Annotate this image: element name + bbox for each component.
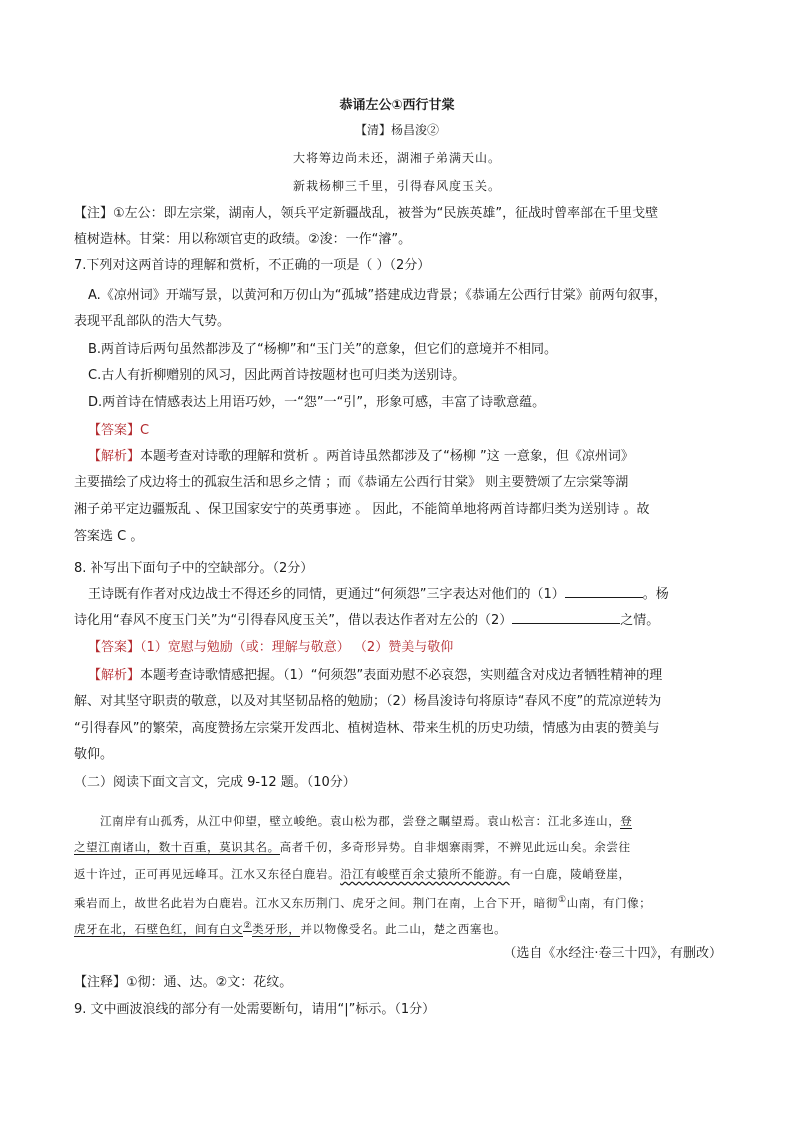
section-heading: （二）阅读下面文言文，完成 9-12 题。（10分） [74,775,356,790]
analysis-8-line-4: 敬仰。 [74,747,114,762]
analysis-text: 本题考查对诗歌的理解和赏析 。两首诗虽然都涉及了“杨柳 ”这 一意象，但《凉州词》 [140,449,634,464]
answer-value: C [140,423,150,438]
fill-blank-1[interactable] [565,583,643,598]
note-line-1: 【注】①左公：即左宗棠，湖南人，领兵平定新疆战乱，被誉为“民族英雄”，征战时曾率部在千里戈壁 [74,206,659,221]
option-d: D.两首诗在情感表达上用语巧妙，一“怨”一“引”，形象可感，丰富了诗歌意蕴。 [88,395,546,410]
fill-blank-2[interactable] [512,609,620,624]
q8-text-2: 诗化用“春风不度玉门关”为“引得春风度玉关”，借以表达作者对左公的（2） [74,613,513,628]
option-c: C.古人有折柳赠别的风习，因此两首诗按题材也可归类为送别诗。 [88,368,466,383]
source-citation: （选自《水经注·卷三十四》，有删改） [503,946,722,961]
classical-line-4 [74,887,726,916]
classical-line-5 [74,913,726,942]
poem-author: 【清】杨昌浚② [354,123,439,137]
option-a-line-2: 表现平乱部队的浩大气势。 [74,314,231,329]
option-a-line-1: A.《凉州词》开端写景，以黄河和万仞山为“孤城”搭建成边背景；《恭诵左公西行甘棠》前两句叙事， [88,288,667,303]
underlined-text: 之望江南诸山，数十百重，莫识其名。 [74,840,280,854]
classical-text: 乘岩而上，故世名此岩为白鹿岩。江水又东历荆门、虎牙之间。荆门在南，上合下开，暗彻 [74,895,558,910]
classical-line-2 [74,834,726,860]
answer-label: 【答案】 [88,640,141,655]
analysis-8-line-1 [88,663,738,689]
poem-line-2: 新栽杨柳三千里，引得春风度玉关。 [292,179,501,193]
answer-label: 【答案】 [88,423,141,438]
question-8-stem: 8. 补写出下面句子中的空缺部分。（2分） [74,561,314,576]
classical-text: 返十许过，正可再见远峰耳。江水又东径白鹿岩。 [74,867,341,881]
classical-text: 山南，有门像； [566,895,652,910]
analysis-8-line-3: “引得春风”的繁荣，高度赞扬左宗棠开发西北、植树造林、带来生机的历史功绩，情感为由衷的赞美与 [74,721,660,736]
note-line-2: 植树造林。甘棠：用以称颂官吏的政绩。②浚：一作“濬”。 [74,232,412,247]
classical-text: 并以物像受名。此二山，楚之西塞也。 [300,921,507,936]
classical-line-1 [100,808,724,834]
analysis-7-line-1 [88,444,738,470]
classical-line-3 [74,861,726,887]
q8-text-2-end: 之情。 [620,613,660,628]
question-8-line-1 [88,582,738,608]
poem-title: 恭诵左公①西行甘棠 [339,98,455,113]
analysis-text: 本题考查诗歌情感把握。（1）“何须怨”表面劝慰不必哀怨，实则蕴含对戍边者牺牲精神的理 [140,668,663,683]
underlined-text: 虎牙在北，石壁色红，间有白文 [74,921,244,936]
poem-line-1: 大将筹边尚未还，湖湘子弟满天山。 [292,151,501,165]
classical-text: 有一白鹿，陵峭登崖， [509,867,631,881]
answer-value: （1）宽慰与勉励（或：理解与敬意） （2）赞美与敬仰 [140,640,454,655]
classical-text: 江南岸有山孤秀，从江中仰望，壁立峻绝。袁山松为郡，尝登之瞩望焉。袁山松言：江北多连山， [100,814,621,828]
footnote-marker: ① [558,895,567,905]
q8-text-1: 王诗既有作者对戍边战士不得还乡的同情，更通过“何须怨”三字表达对他们的（1） [88,587,565,602]
classical-text: 高者千仞，多奇形异势。自非烟寨雨霁，不辨见此远山矣。余尝往 [279,840,631,854]
question-7-stem: 7.下列对这两首诗的理解和赏析，不正确的一项是（ ）（2分） [74,258,431,273]
answer-8 [88,635,738,661]
analysis-7-line-4: 答案选 C 。 [74,529,144,544]
analysis-label: 【解析】 [88,449,141,464]
underlined-text: 登 [620,814,633,828]
answer-7 [88,418,738,444]
analysis-8-line-2: 解、对其坚守职责的敬意，以及对其坚韧品格的勉励；（2）杨昌浚诗句将原诗“春风不度”的荒凉逆转为 [74,694,662,709]
footnote-marker: ② [243,921,253,931]
question-8-line-2 [74,608,724,634]
analysis-7-line-2: 主要描绘了戍边将士的孤寂生活和思乡之情 ；而《恭诵左公西行甘棠》 则主要赞颂了左宗棠等湖 [74,475,629,490]
option-b: B.两首诗后两句虽然都涉及了“杨柳”和“玉门关”的意象，但它们的意境并不相同。 [88,342,557,357]
underlined-text: 类牙形， [252,921,301,936]
question-9-stem: 9. 文中画波浪线的部分有一处需要断句，请用“|”标示。（1分） [74,1002,436,1017]
analysis-label: 【解析】 [88,668,141,683]
analysis-7-line-3: 湘子弟平定边疆叛乱 、保卫国家安宁的英勇事迹 。 因此，不能简单地将两首诗都归类为送别诗 。故 [74,502,650,517]
wavy-underlined-text: 沿江有峻壁百余丈猿所不能游。 [340,867,510,881]
q8-text-1-end: 。杨 [642,587,669,602]
annotation-note: 【注释】①彻：通、达。②文：花纹。 [74,975,293,990]
